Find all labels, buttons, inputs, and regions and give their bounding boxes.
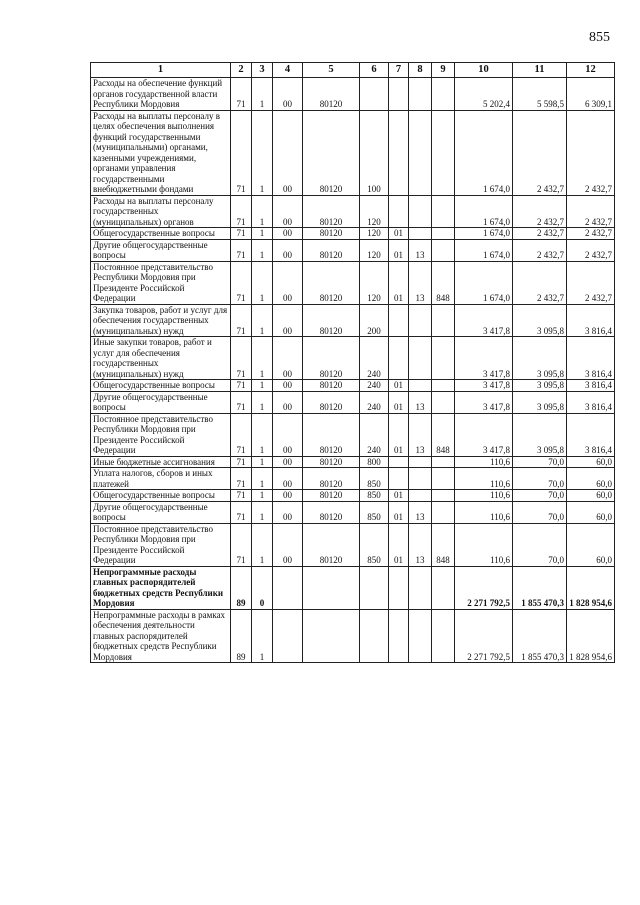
cell-col-8 <box>409 195 432 228</box>
cell-col-8 <box>409 110 432 195</box>
cell-col-4: 00 <box>273 228 303 240</box>
cell-col-10: 110,6 <box>455 468 513 490</box>
cell-col-8 <box>409 566 432 609</box>
cell-col-2: 71 <box>231 337 252 380</box>
cell-col-7: 01 <box>389 261 409 304</box>
col-header: 9 <box>432 63 455 78</box>
cell-col-6: 850 <box>360 523 389 566</box>
cell-col-11: 3 095,8 <box>513 304 567 337</box>
cell-col-6: 200 <box>360 304 389 337</box>
cell-col-2: 71 <box>231 523 252 566</box>
cell-col-8: 13 <box>409 501 432 523</box>
row-name-cell: Расходы на выплаты персоналу в целях обеспечения выполнения функций государственными (муниципальными) органами, казенными учреждениями, органами управления государственными внебюджетными фондами <box>91 110 231 195</box>
row-name-cell: Постоянное представительство Республики Мордовия при Президенте Российской Федерации <box>91 413 231 456</box>
cell-col-3: 1 <box>252 261 273 304</box>
table-row <box>91 239 615 261</box>
cell-col-9 <box>432 110 455 195</box>
cell-col-10: 3 417,8 <box>455 391 513 413</box>
cell-col-3: 1 <box>252 413 273 456</box>
cell-col-2: 71 <box>231 195 252 228</box>
cell-col-5: 80120 <box>303 413 360 456</box>
cell-col-9 <box>432 391 455 413</box>
cell-col-12: 6 309,1 <box>567 78 615 111</box>
cell-col-8 <box>409 337 432 380</box>
cell-col-9: 848 <box>432 523 455 566</box>
cell-col-6 <box>360 78 389 111</box>
cell-col-11: 70,0 <box>513 456 567 468</box>
cell-col-10: 1 674,0 <box>455 228 513 240</box>
cell-col-6: 850 <box>360 501 389 523</box>
cell-col-10: 3 417,8 <box>455 337 513 380</box>
row-name-cell: Другие общегосударственные вопросы <box>91 391 231 413</box>
cell-col-4: 00 <box>273 304 303 337</box>
cell-col-10: 1 674,0 <box>455 195 513 228</box>
cell-col-10: 2 271 792,5 <box>455 609 513 663</box>
row-name-cell: Уплата налогов, сборов и иных платежей <box>91 468 231 490</box>
cell-col-7: 01 <box>389 490 409 502</box>
table-row <box>91 501 615 523</box>
row-name-cell: Закупка товаров, работ и услуг для обеспечения государственных (муниципальных) нужд <box>91 304 231 337</box>
table-row <box>91 468 615 490</box>
cell-col-6: 100 <box>360 110 389 195</box>
cell-col-8 <box>409 304 432 337</box>
table-row <box>91 337 615 380</box>
cell-col-6: 120 <box>360 239 389 261</box>
cell-col-12: 60,0 <box>567 456 615 468</box>
cell-col-3: 1 <box>252 304 273 337</box>
col-header: 7 <box>389 63 409 78</box>
cell-col-3: 1 <box>252 110 273 195</box>
cell-col-5: 80120 <box>303 110 360 195</box>
cell-col-9 <box>432 78 455 111</box>
cell-col-8 <box>409 490 432 502</box>
row-name-cell: Другие общегосударственные вопросы <box>91 239 231 261</box>
cell-col-10: 1 674,0 <box>455 261 513 304</box>
cell-col-12: 3 816,4 <box>567 413 615 456</box>
cell-col-9 <box>432 490 455 502</box>
cell-col-11: 2 432,7 <box>513 261 567 304</box>
cell-col-9: 848 <box>432 413 455 456</box>
header-row <box>91 63 615 78</box>
cell-col-9 <box>432 609 455 663</box>
cell-col-2: 71 <box>231 110 252 195</box>
cell-col-10: 5 202,4 <box>455 78 513 111</box>
cell-col-8: 13 <box>409 413 432 456</box>
cell-col-7 <box>389 456 409 468</box>
cell-col-7: 01 <box>389 391 409 413</box>
table-row <box>91 228 615 240</box>
cell-col-12: 60,0 <box>567 501 615 523</box>
cell-col-2: 71 <box>231 304 252 337</box>
cell-col-8 <box>409 468 432 490</box>
cell-col-4 <box>273 566 303 609</box>
cell-col-12: 2 432,7 <box>567 239 615 261</box>
cell-col-5 <box>303 609 360 663</box>
cell-col-3: 1 <box>252 501 273 523</box>
cell-col-4: 00 <box>273 239 303 261</box>
cell-col-10: 3 417,8 <box>455 304 513 337</box>
cell-col-9 <box>432 337 455 380</box>
cell-col-7: 01 <box>389 413 409 456</box>
cell-col-4: 00 <box>273 468 303 490</box>
cell-col-5: 80120 <box>303 78 360 111</box>
budget-table <box>90 62 615 663</box>
cell-col-5: 80120 <box>303 239 360 261</box>
cell-col-7 <box>389 337 409 380</box>
cell-col-3: 1 <box>252 490 273 502</box>
cell-col-11: 3 095,8 <box>513 380 567 392</box>
cell-col-9: 848 <box>432 261 455 304</box>
cell-col-7: 01 <box>389 380 409 392</box>
table-row <box>91 609 615 663</box>
cell-col-11: 70,0 <box>513 490 567 502</box>
row-name-cell: Общегосударственные вопросы <box>91 380 231 392</box>
cell-col-4: 00 <box>273 523 303 566</box>
table-row <box>91 566 615 609</box>
cell-col-12: 2 432,7 <box>567 261 615 304</box>
cell-col-11: 1 855 470,3 <box>513 609 567 663</box>
cell-col-2: 71 <box>231 490 252 502</box>
cell-col-3: 1 <box>252 456 273 468</box>
cell-col-7 <box>389 195 409 228</box>
cell-col-11: 3 095,8 <box>513 413 567 456</box>
cell-col-5: 80120 <box>303 195 360 228</box>
cell-col-11: 1 855 470,3 <box>513 566 567 609</box>
cell-col-11: 70,0 <box>513 501 567 523</box>
cell-col-7 <box>389 78 409 111</box>
cell-col-2: 71 <box>231 228 252 240</box>
col-header: 10 <box>455 63 513 78</box>
cell-col-7: 01 <box>389 501 409 523</box>
cell-col-8 <box>409 456 432 468</box>
table-body <box>91 78 615 663</box>
table-row <box>91 391 615 413</box>
col-header: 6 <box>360 63 389 78</box>
cell-col-11: 2 432,7 <box>513 228 567 240</box>
row-name-cell: Иные закупки товаров, работ и услуг для обеспечения государственных (муниципальных) нужд <box>91 337 231 380</box>
table-row <box>91 490 615 502</box>
table-row <box>91 380 615 392</box>
cell-col-4 <box>273 609 303 663</box>
cell-col-3: 1 <box>252 239 273 261</box>
table-row <box>91 195 615 228</box>
cell-col-4: 00 <box>273 195 303 228</box>
row-name-cell: Расходы на обеспечение функций органов государственной власти Республики Мордовия <box>91 78 231 111</box>
cell-col-5 <box>303 566 360 609</box>
cell-col-11: 3 095,8 <box>513 391 567 413</box>
col-header: 1 <box>91 63 231 78</box>
cell-col-3: 1 <box>252 391 273 413</box>
cell-col-9 <box>432 501 455 523</box>
cell-col-8: 13 <box>409 523 432 566</box>
cell-col-6: 240 <box>360 391 389 413</box>
cell-col-6 <box>360 566 389 609</box>
cell-col-11: 2 432,7 <box>513 110 567 195</box>
row-name-cell: Непрограммные расходы в рамках обеспечения деятельности главных распорядителей бюджетных средств Республики Мордовия <box>91 609 231 663</box>
cell-col-6: 800 <box>360 456 389 468</box>
cell-col-12: 1 828 954,6 <box>567 609 615 663</box>
cell-col-2: 71 <box>231 261 252 304</box>
cell-col-7: 01 <box>389 239 409 261</box>
row-name-cell: Иные бюджетные ассигнования <box>91 456 231 468</box>
cell-col-2: 89 <box>231 566 252 609</box>
cell-col-2: 71 <box>231 501 252 523</box>
cell-col-3: 1 <box>252 337 273 380</box>
table-row <box>91 110 615 195</box>
table-row <box>91 78 615 111</box>
cell-col-6: 120 <box>360 195 389 228</box>
cell-col-12: 2 432,7 <box>567 195 615 228</box>
cell-col-3: 1 <box>252 380 273 392</box>
cell-col-5: 80120 <box>303 337 360 380</box>
cell-col-6: 120 <box>360 228 389 240</box>
cell-col-5: 80120 <box>303 468 360 490</box>
cell-col-9 <box>432 468 455 490</box>
row-name-cell: Общегосударственные вопросы <box>91 228 231 240</box>
cell-col-5: 80120 <box>303 380 360 392</box>
cell-col-12: 2 432,7 <box>567 110 615 195</box>
cell-col-6: 240 <box>360 337 389 380</box>
cell-col-5: 80120 <box>303 304 360 337</box>
cell-col-8 <box>409 380 432 392</box>
col-header: 11 <box>513 63 567 78</box>
col-header: 4 <box>273 63 303 78</box>
cell-col-4: 00 <box>273 501 303 523</box>
row-name-cell: Непрограммные расходы главных распорядителей бюджетных средств Республики Мордовия <box>91 566 231 609</box>
cell-col-3: 1 <box>252 78 273 111</box>
cell-col-12: 3 816,4 <box>567 391 615 413</box>
cell-col-8: 13 <box>409 239 432 261</box>
cell-col-9 <box>432 304 455 337</box>
cell-col-11: 2 432,7 <box>513 239 567 261</box>
cell-col-9 <box>432 456 455 468</box>
cell-col-6: 850 <box>360 490 389 502</box>
cell-col-12: 1 828 954,6 <box>567 566 615 609</box>
cell-col-9 <box>432 195 455 228</box>
cell-col-11: 70,0 <box>513 523 567 566</box>
cell-col-4: 00 <box>273 380 303 392</box>
row-name-cell: Расходы на выплаты персоналу государственных (муниципальных) органов <box>91 195 231 228</box>
cell-col-7: 01 <box>389 228 409 240</box>
cell-col-11: 3 095,8 <box>513 337 567 380</box>
col-header: 5 <box>303 63 360 78</box>
cell-col-6: 850 <box>360 468 389 490</box>
table-row <box>91 456 615 468</box>
cell-col-6: 120 <box>360 261 389 304</box>
cell-col-3: 1 <box>252 523 273 566</box>
cell-col-7 <box>389 468 409 490</box>
row-name-cell: Постоянное представительство Республики Мордовия при Президенте Российской Федерации <box>91 261 231 304</box>
cell-col-9 <box>432 228 455 240</box>
cell-col-4: 00 <box>273 110 303 195</box>
cell-col-5: 80120 <box>303 501 360 523</box>
cell-col-5: 80120 <box>303 456 360 468</box>
cell-col-2: 71 <box>231 456 252 468</box>
cell-col-3: 1 <box>252 468 273 490</box>
cell-col-2: 89 <box>231 609 252 663</box>
cell-col-10: 110,6 <box>455 523 513 566</box>
cell-col-8 <box>409 228 432 240</box>
cell-col-3: 1 <box>252 228 273 240</box>
cell-col-2: 71 <box>231 391 252 413</box>
row-name-cell: Другие общегосударственные вопросы <box>91 501 231 523</box>
cell-col-8 <box>409 609 432 663</box>
cell-col-2: 71 <box>231 78 252 111</box>
table-row <box>91 413 615 456</box>
cell-col-10: 3 417,8 <box>455 413 513 456</box>
cell-col-3: 1 <box>252 609 273 663</box>
cell-col-7 <box>389 304 409 337</box>
table-row <box>91 523 615 566</box>
cell-col-4: 00 <box>273 261 303 304</box>
cell-col-4: 00 <box>273 78 303 111</box>
cell-col-10: 110,6 <box>455 501 513 523</box>
cell-col-11: 5 598,5 <box>513 78 567 111</box>
cell-col-2: 71 <box>231 413 252 456</box>
cell-col-2: 71 <box>231 239 252 261</box>
cell-col-12: 60,0 <box>567 490 615 502</box>
cell-col-10: 2 271 792,5 <box>455 566 513 609</box>
cell-col-10: 3 417,8 <box>455 380 513 392</box>
cell-col-5: 80120 <box>303 490 360 502</box>
cell-col-12: 3 816,4 <box>567 380 615 392</box>
cell-col-5: 80120 <box>303 261 360 304</box>
cell-col-4: 00 <box>273 337 303 380</box>
cell-col-12: 3 816,4 <box>567 337 615 380</box>
cell-col-6: 240 <box>360 380 389 392</box>
cell-col-12: 60,0 <box>567 468 615 490</box>
col-header: 8 <box>409 63 432 78</box>
cell-col-11: 70,0 <box>513 468 567 490</box>
cell-col-9 <box>432 380 455 392</box>
row-name-cell: Общегосударственные вопросы <box>91 490 231 502</box>
cell-col-10: 1 674,0 <box>455 110 513 195</box>
table-row <box>91 304 615 337</box>
cell-col-7 <box>389 566 409 609</box>
cell-col-12: 3 816,4 <box>567 304 615 337</box>
col-header: 3 <box>252 63 273 78</box>
cell-col-5: 80120 <box>303 391 360 413</box>
table-row <box>91 261 615 304</box>
cell-col-12: 2 432,7 <box>567 228 615 240</box>
cell-col-4: 00 <box>273 391 303 413</box>
cell-col-5: 80120 <box>303 228 360 240</box>
cell-col-12: 60,0 <box>567 523 615 566</box>
cell-col-8: 13 <box>409 261 432 304</box>
cell-col-2: 71 <box>231 380 252 392</box>
cell-col-4: 00 <box>273 413 303 456</box>
cell-col-2: 71 <box>231 468 252 490</box>
cell-col-4: 00 <box>273 456 303 468</box>
cell-col-3: 0 <box>252 566 273 609</box>
cell-col-8 <box>409 78 432 111</box>
cell-col-4: 00 <box>273 490 303 502</box>
page-number: 855 <box>589 30 610 45</box>
cell-col-9 <box>432 566 455 609</box>
cell-col-7: 01 <box>389 523 409 566</box>
row-name-cell: Постоянное представительство Республики Мордовия при Президенте Российской Федерации <box>91 523 231 566</box>
cell-col-8: 13 <box>409 391 432 413</box>
cell-col-9 <box>432 239 455 261</box>
cell-col-7 <box>389 609 409 663</box>
cell-col-10: 1 674,0 <box>455 239 513 261</box>
col-header: 2 <box>231 63 252 78</box>
cell-col-10: 110,6 <box>455 456 513 468</box>
cell-col-6 <box>360 609 389 663</box>
cell-col-7 <box>389 110 409 195</box>
cell-col-3: 1 <box>252 195 273 228</box>
cell-col-11: 2 432,7 <box>513 195 567 228</box>
col-header: 12 <box>567 63 615 78</box>
cell-col-5: 80120 <box>303 523 360 566</box>
cell-col-6: 240 <box>360 413 389 456</box>
cell-col-10: 110,6 <box>455 490 513 502</box>
